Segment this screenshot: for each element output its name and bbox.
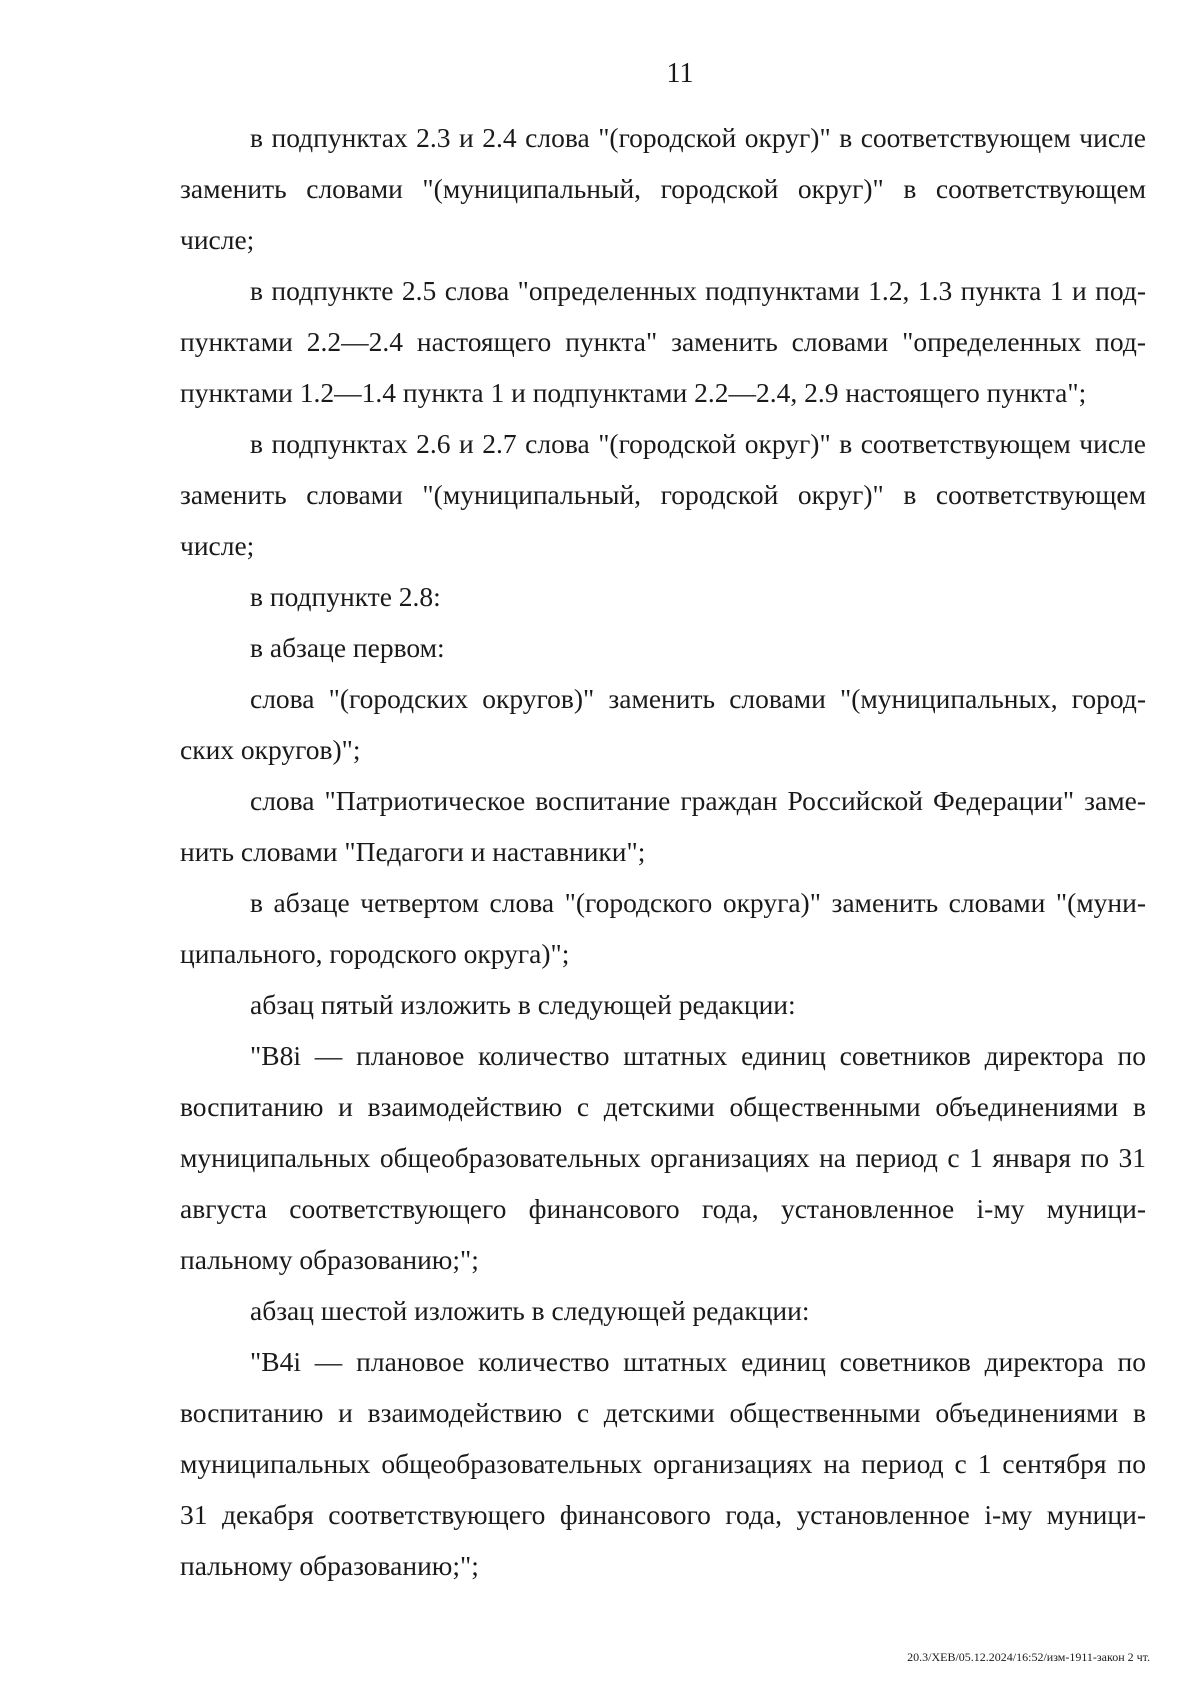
paragraph-fifth-abzac-intro: абзац пятый изложить в следующей редакции: xyxy=(250,989,796,1020)
paragraph-b8i-definition: "B8i — плановое количество штатных единиц советников директора по воспитанию и взаимодействию с детскими общественными объединениями в муниципальных общеобразовательных организациях на период с 1 января по 31 августа соответствующего финансового года, установленное i-му муниципальному образованию;"; xyxy=(180,1040,1146,1275)
paragraph-patriotic-education: слова "Патриотическое воспитание граждан Российской Федерации" заменить словами "Педагоги и наставники"; xyxy=(180,785,1146,867)
paragraph-subpoint-2-8: в подпункте 2.8: xyxy=(250,581,441,612)
paragraph-fourth-abzac: в абзаце четвертом слова "(городского округа)" заменить словами "(муниципального, городского округа)"; xyxy=(180,887,1146,969)
paragraph-subpoints-2-6-2-7: в подпунктах 2.6 и 2.7 слова "(городской округ)" в соответствующем числе заменить словами "(муниципальный, городской округ)" в соответствующем числе; xyxy=(180,428,1146,561)
paragraph-subpoint-2-5: в подпункте 2.5 слова "определенных подпунктами 1.2, 1.3 пункта 1 и подпунктами 2.2—2.4 настоящего пункта" заменить словами "определенных подпунктами 1.2—1.4 пункта 1 и подпунктами 2.2—2.4, 2.9 настоящего пункта"; xyxy=(180,275,1146,408)
paragraph-urban-districts: слова "(городских округов)" заменить словами "(муниципальных, городских округов)"; xyxy=(180,683,1146,765)
page-number: 11 xyxy=(666,58,694,89)
paragraph-subpoints-2-3-2-4: в подпунктах 2.3 и 2.4 слова "(городской округ)" в соответствующем числе заменить словами "(муниципальный, городской округ)" в соответствующем числе; xyxy=(180,122,1146,255)
paragraph-b4i-definition: "B4i — плановое количество штатных единиц советников директора по воспитанию и взаимодействию с детскими общественными объединениями в муниципальных общеобразовательных организациях на период с 1 сентября по 31 декабря соответствующего финансового года, установленное i-му муниципальному образованию;"; xyxy=(180,1346,1146,1581)
paragraph-sixth-abzac-intro: абзац шестой изложить в следующей редакции: xyxy=(250,1295,810,1326)
document-registration-code: 20.3/ХЕВ/05.12.2024/16:52/изм-1911-закон 2 чт. xyxy=(907,1650,1150,1664)
paragraph-first-abzac: в абзаце первом: xyxy=(250,632,445,663)
document-body xyxy=(180,112,1146,1591)
